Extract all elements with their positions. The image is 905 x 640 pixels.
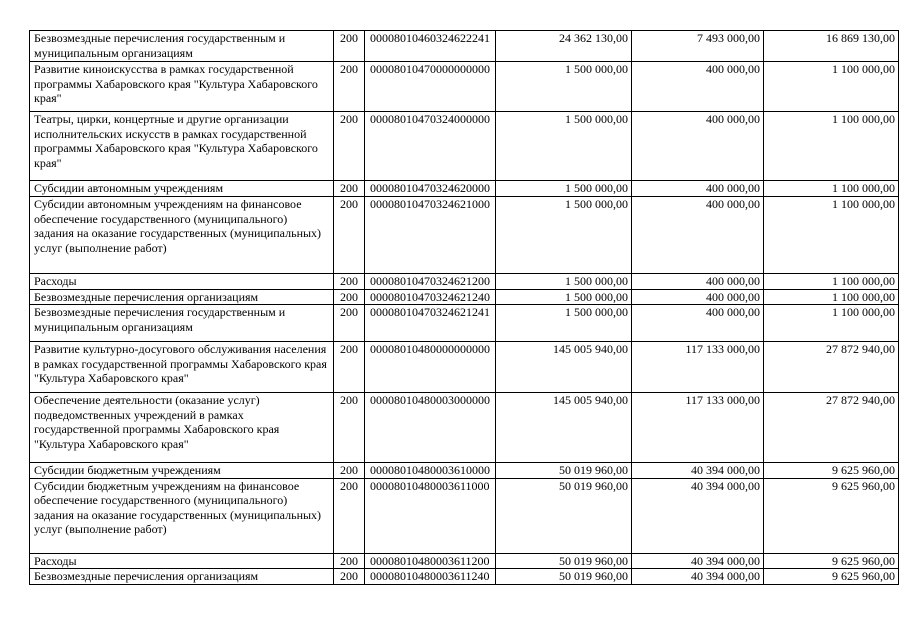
first-amount-cell: 40 394 000,00 [632, 478, 764, 553]
total-amount-cell: 50 019 960,00 [496, 478, 632, 553]
classification-code-cell: 00008010480003610000 [365, 463, 496, 479]
table-row [30, 112, 899, 181]
classification-code-cell: 00008010470000000000 [365, 62, 496, 112]
table-row [30, 305, 899, 342]
second-amount-cell: 9 625 960,00 [764, 463, 899, 479]
first-amount-cell: 400 000,00 [632, 181, 764, 197]
expense-name-cell: Развитие культурно-досугового обслуживания населения в рамках государственной программы Хабаровского края "Культура Хабаровского края" [30, 342, 334, 393]
second-amount-cell: 1 100 000,00 [764, 197, 899, 274]
expense-name-cell: Субсидии автономным учреждениям [30, 181, 334, 197]
expense-name-cell: Безвозмездные перечисления государственным и муниципальным организациям [30, 305, 334, 342]
admin-code-cell: 200 [334, 342, 365, 393]
total-amount-cell: 145 005 940,00 [496, 393, 632, 463]
admin-code-cell: 200 [334, 197, 365, 274]
expense-name-cell: Безвозмездные перечисления государственным и муниципальным организациям [30, 31, 334, 62]
classification-code-cell: 00008010480003611000 [365, 478, 496, 553]
first-amount-cell: 400 000,00 [632, 197, 764, 274]
second-amount-cell: 9 625 960,00 [764, 569, 899, 585]
table-row [30, 181, 899, 197]
classification-code-cell: 00008010480000000000 [365, 342, 496, 393]
second-amount-cell: 1 100 000,00 [764, 62, 899, 112]
second-amount-cell: 27 872 940,00 [764, 393, 899, 463]
table-row [30, 569, 899, 585]
admin-code-cell: 200 [334, 274, 365, 290]
budget-table-page [29, 30, 895, 585]
total-amount-cell: 1 500 000,00 [496, 112, 632, 181]
second-amount-cell: 27 872 940,00 [764, 342, 899, 393]
classification-code-cell: 00008010470324621241 [365, 305, 496, 342]
table-row [30, 197, 899, 274]
expense-name-cell: Субсидии автономным учреждениям на финансовое обеспечение государственного (муниципального) задания на оказание государственных (муниципальных) услуг (выполнение работ) [30, 197, 334, 274]
first-amount-cell: 117 133 000,00 [632, 393, 764, 463]
second-amount-cell: 1 100 000,00 [764, 274, 899, 290]
first-amount-cell: 40 394 000,00 [632, 463, 764, 479]
admin-code-cell: 200 [334, 112, 365, 181]
expense-name-cell: Безвозмездные перечисления организациям [30, 289, 334, 305]
total-amount-cell: 50 019 960,00 [496, 463, 632, 479]
second-amount-cell: 1 100 000,00 [764, 289, 899, 305]
expense-name-cell: Обеспечение деятельности (оказание услуг) подведомственных учреждений в рамках государственной программы Хабаровского края "Культура Хабаровского края" [30, 393, 334, 463]
classification-code-cell: 00008010470324621000 [365, 197, 496, 274]
admin-code-cell: 200 [334, 553, 365, 569]
table-row [30, 553, 899, 569]
first-amount-cell: 400 000,00 [632, 289, 764, 305]
classification-code-cell: 00008010480003611240 [365, 569, 496, 585]
first-amount-cell: 40 394 000,00 [632, 569, 764, 585]
table-row [30, 31, 899, 62]
second-amount-cell: 1 100 000,00 [764, 112, 899, 181]
admin-code-cell: 200 [334, 569, 365, 585]
expense-name-cell: Субсидии бюджетным учреждениям на финансовое обеспечение государственного (муниципального) задания на оказание государственных (муниципальных) услуг (выполнение работ) [30, 478, 334, 553]
admin-code-cell: 200 [334, 289, 365, 305]
table-row [30, 274, 899, 290]
expense-name-cell: Развитие киноискусства в рамках государственной программы Хабаровского края "Культура Хабаровского края" [30, 62, 334, 112]
classification-code-cell: 00008010470324621240 [365, 289, 496, 305]
table-row [30, 289, 899, 305]
admin-code-cell: 200 [334, 463, 365, 479]
admin-code-cell: 200 [334, 393, 365, 463]
table-row [30, 342, 899, 393]
classification-code-cell: 00008010480003611200 [365, 553, 496, 569]
total-amount-cell: 1 500 000,00 [496, 274, 632, 290]
total-amount-cell: 1 500 000,00 [496, 62, 632, 112]
total-amount-cell: 1 500 000,00 [496, 197, 632, 274]
second-amount-cell: 9 625 960,00 [764, 553, 899, 569]
classification-code-cell: 00008010480003000000 [365, 393, 496, 463]
admin-code-cell: 200 [334, 62, 365, 112]
expense-name-cell: Субсидии бюджетным учреждениям [30, 463, 334, 479]
total-amount-cell: 1 500 000,00 [496, 289, 632, 305]
total-amount-cell: 50 019 960,00 [496, 569, 632, 585]
admin-code-cell: 200 [334, 181, 365, 197]
admin-code-cell: 200 [334, 31, 365, 62]
total-amount-cell: 50 019 960,00 [496, 553, 632, 569]
total-amount-cell: 145 005 940,00 [496, 342, 632, 393]
first-amount-cell: 40 394 000,00 [632, 553, 764, 569]
table-row [30, 463, 899, 479]
total-amount-cell: 24 362 130,00 [496, 31, 632, 62]
expense-name-cell: Расходы [30, 553, 334, 569]
second-amount-cell: 1 100 000,00 [764, 181, 899, 197]
first-amount-cell: 400 000,00 [632, 62, 764, 112]
first-amount-cell: 400 000,00 [632, 274, 764, 290]
budget-table-body [30, 31, 899, 585]
classification-code-cell: 00008010470324000000 [365, 112, 496, 181]
total-amount-cell: 1 500 000,00 [496, 305, 632, 342]
table-row [30, 393, 899, 463]
table-row [30, 62, 899, 112]
total-amount-cell: 1 500 000,00 [496, 181, 632, 197]
expense-name-cell: Театры, цирки, концертные и другие организации исполнительских искусств в рамках государственной программы Хабаровского края "Культура Хабаровского края" [30, 112, 334, 181]
classification-code-cell: 00008010470324621200 [365, 274, 496, 290]
admin-code-cell: 200 [334, 305, 365, 342]
first-amount-cell: 7 493 000,00 [632, 31, 764, 62]
classification-code-cell: 00008010470324620000 [365, 181, 496, 197]
classification-code-cell: 00008010460324622241 [365, 31, 496, 62]
admin-code-cell: 200 [334, 478, 365, 553]
second-amount-cell: 9 625 960,00 [764, 478, 899, 553]
second-amount-cell: 16 869 130,00 [764, 31, 899, 62]
first-amount-cell: 400 000,00 [632, 305, 764, 342]
budget-table [29, 30, 899, 585]
table-row [30, 478, 899, 553]
expense-name-cell: Расходы [30, 274, 334, 290]
expense-name-cell: Безвозмездные перечисления организациям [30, 569, 334, 585]
second-amount-cell: 1 100 000,00 [764, 305, 899, 342]
first-amount-cell: 117 133 000,00 [632, 342, 764, 393]
first-amount-cell: 400 000,00 [632, 112, 764, 181]
